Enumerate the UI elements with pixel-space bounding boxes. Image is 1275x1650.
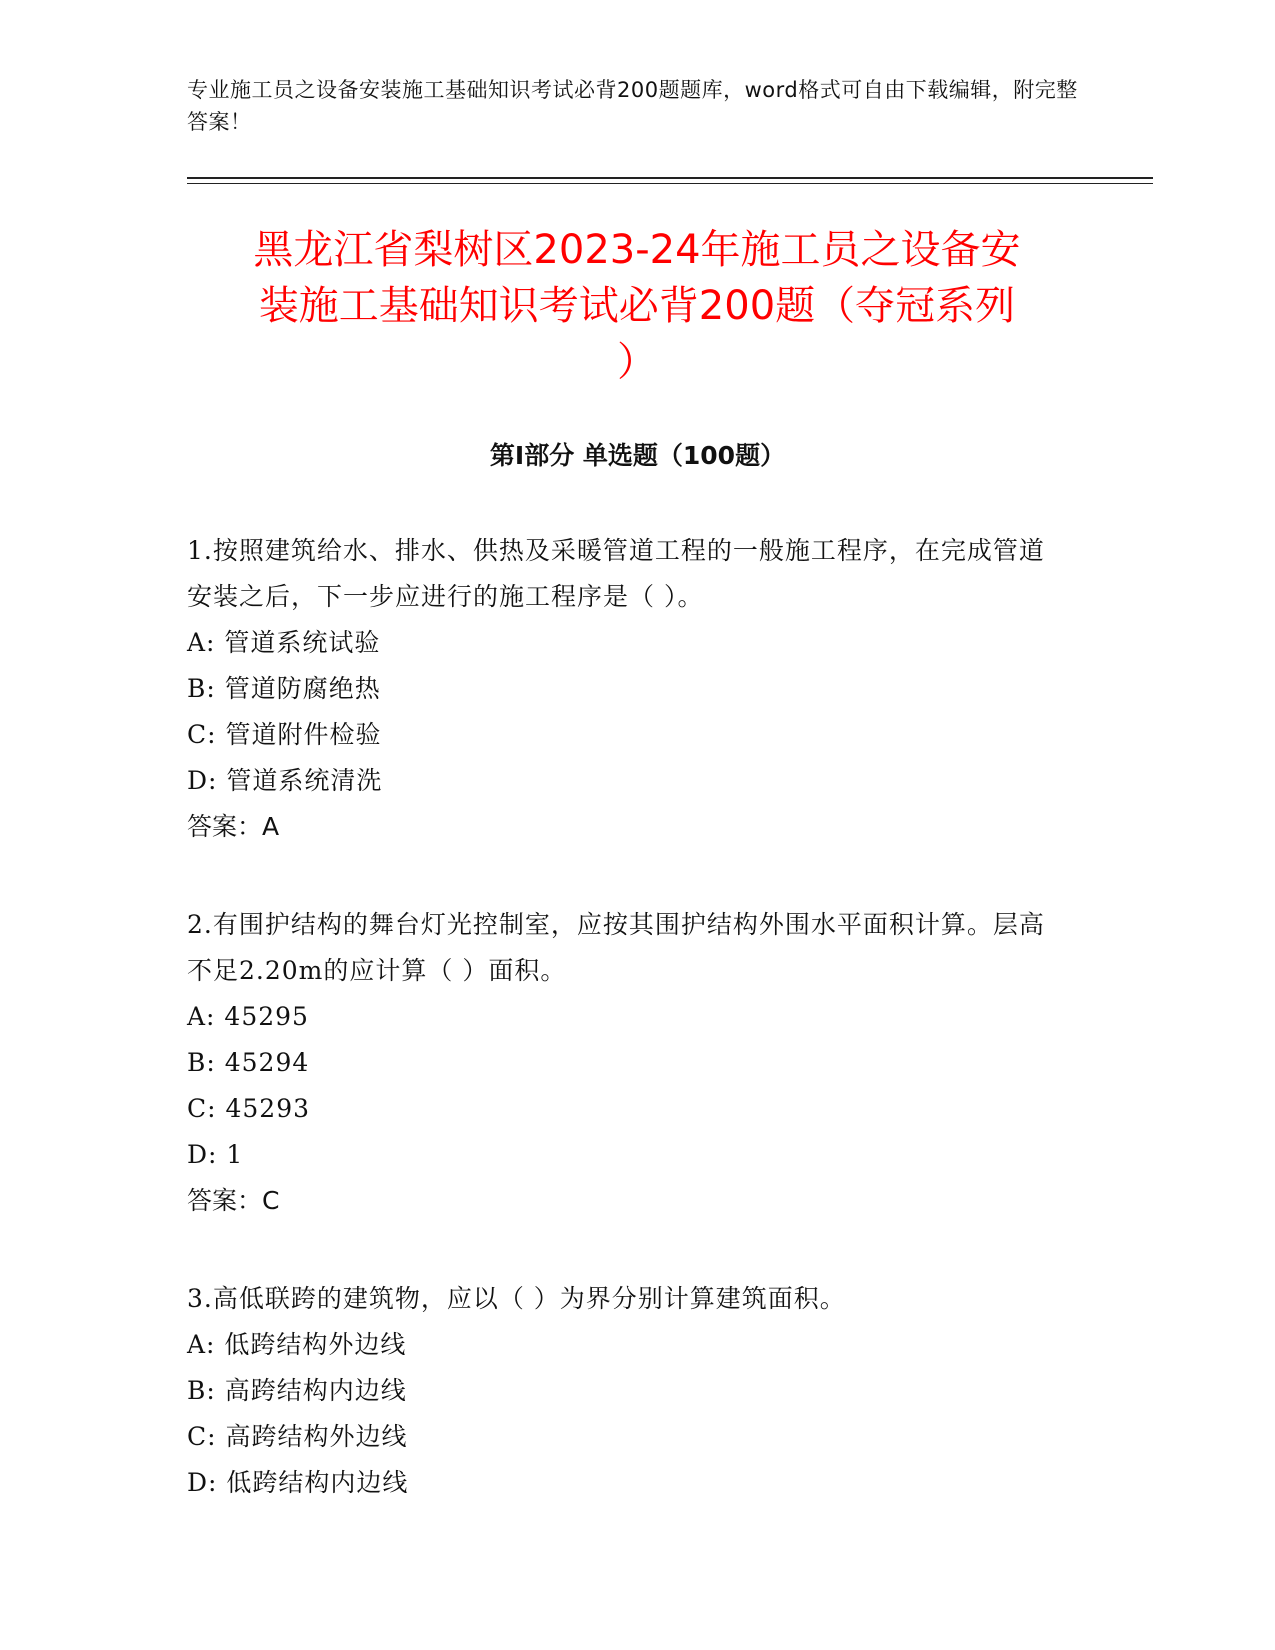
- option-a: A: 管道系统试验: [187, 628, 381, 657]
- option-c: C: 高跨结构外边线: [187, 1422, 408, 1451]
- question-stem: 3.高低联跨的建筑物，应以（ ）为界分别计算建筑面积。: [187, 1284, 846, 1313]
- option-a: A: 45295: [187, 1002, 309, 1031]
- question-stem: 2.有围护结构的舞台灯光控制室，应按其围护结构外围水平面积计算。层高不足2.20m的应计算（ ）面积。: [187, 910, 1045, 985]
- question-1: [187, 528, 1067, 850]
- option-d: D: 低跨结构内边线: [187, 1468, 409, 1497]
- question-list: [187, 528, 1067, 1558]
- option-b: B: 管道防腐绝热: [187, 674, 381, 703]
- option-c: C: 45293: [187, 1094, 311, 1123]
- title-line-1: 黑龙江省梨树区2023-24年施工员之设备安: [253, 227, 1021, 273]
- answer: 答案：A: [187, 812, 280, 841]
- section-title: 第I部分 单选题（100题）: [489, 441, 786, 470]
- title-line-2: 装施工基础知识考试必背200题（夺冠系列: [258, 283, 1016, 329]
- question-3: [187, 1276, 1067, 1506]
- document-title: [187, 222, 1087, 390]
- question-stem: 1.按照建筑给水、排水、供热及采暖管道工程的一般施工程序，在完成管道安装之后，下一步应进行的施工程序是（ ）。: [187, 536, 1045, 611]
- header-note: 专业施工员之设备安装施工基础知识考试必背200题题库，word格式可自由下载编辑，附完整答案！: [187, 78, 1078, 134]
- option-b: B: 高跨结构内边线: [187, 1376, 407, 1405]
- option-d: D: 管道系统清洗: [187, 766, 383, 795]
- header-rule-thin: [187, 183, 1153, 184]
- header-rule-thick: [187, 177, 1153, 179]
- title-line-3: ）: [617, 339, 657, 385]
- option-a: A: 低跨结构外边线: [187, 1330, 407, 1359]
- option-b: B: 45294: [187, 1048, 310, 1077]
- option-d: D: 1: [187, 1140, 244, 1169]
- answer: 答案：C: [187, 1186, 280, 1215]
- question-2: [187, 902, 1067, 1224]
- option-c: C: 管道附件检验: [187, 720, 382, 749]
